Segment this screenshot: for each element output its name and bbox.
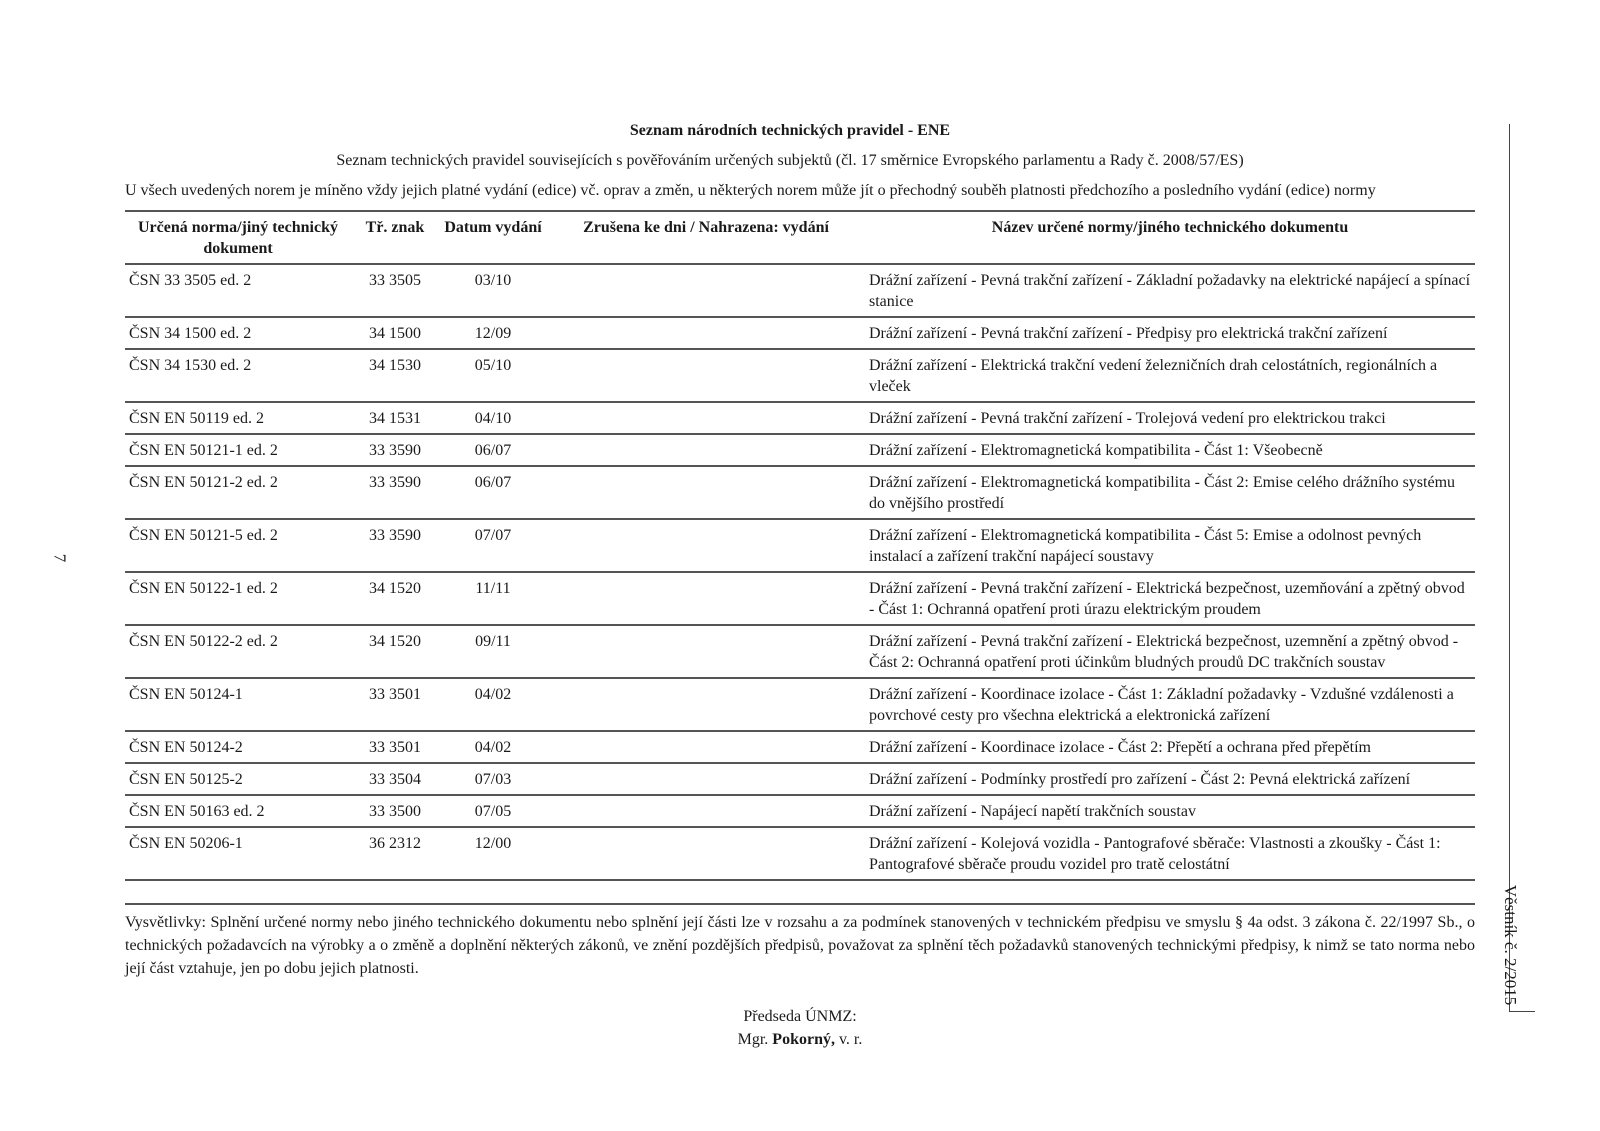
table-header-row [125,211,1475,264]
signature-line [125,1028,1475,1051]
issue-date: 09/11 [439,625,547,678]
table-row [125,402,1475,434]
class-mark: 33 3590 [351,434,439,466]
replaced-by [547,827,865,880]
replaced-by [547,731,865,763]
norm-title: Drážní zařízení - Kolejová vozidla - Pantografové sběrače: Vlastnosti a zkoušky - Část 1: Pantografové sběrače proudu vozidel pro tratě celostátní [865,827,1475,880]
norm-code: ČSN EN 50124-1 [125,678,351,731]
journal-issue-label: Věstník č. 2/2015 [1501,884,1520,1006]
signature-suffix: v. r. [838,1031,863,1048]
norm-title: Drážní zařízení - Napájecí napětí trakčních soustav [865,795,1475,827]
column-header-name: Název určené normy/jiného technického dokumentu [865,211,1475,264]
explanation-text: Vysvětlivky: Splnění určené normy nebo jiného technického dokumentu nebo splnění její části lze v rozsahu a za podmínek stanovených v technickém předpisu ve smyslu § 4a odst. 3 zákona č. 22/1997 Sb., o technických požadavcích na výrobky a o změně a doplnění některých zákonů, ve znění pozdějších předpisů, považovat za splnění těch požadavků stanovených technickými předpisy, k nimž se tato norma nebo její část vztahuje, jen po dobu jejich platnosti. [125,914,1475,977]
issue-date: 07/05 [439,795,547,827]
norm-title: Drážní zařízení - Pevná trakční zařízení - Elektrická bezpečnost, uzemnění a zpětný obvod - Část 2: Ochranná opatření proti účinkům bludných proudů DC trakčních soustav [865,625,1475,678]
issue-date: 05/10 [439,349,547,402]
table-row [125,763,1475,795]
class-mark: 33 3505 [351,264,439,317]
replaced-by [547,349,865,402]
class-mark: 33 3501 [351,678,439,731]
table-row [125,827,1475,880]
norm-code: ČSN 34 1530 ed. 2 [125,349,351,402]
issue-date: 04/02 [439,731,547,763]
norm-code: ČSN EN 50121-5 ed. 2 [125,519,351,572]
replaced-by [547,466,865,519]
norm-title: Drážní zařízení - Elektrická trakční vedení železničních drah celostátních, regionálních a vleček [865,349,1475,402]
class-mark: 34 1520 [351,625,439,678]
column-header-class: Tř. znak [351,211,439,264]
class-mark: 33 3504 [351,763,439,795]
norm-title: Drážní zařízení - Elektromagnetická kompatibilita - Část 2: Emise celého drážního systému do vnějšího prostředí [865,466,1475,519]
signature-role: Předseda ÚNMZ: [743,1008,857,1025]
column-header-date: Datum vydání [439,211,547,264]
table-row [125,795,1475,827]
signature-prefix: Mgr. [737,1031,769,1048]
issue-date: 12/00 [439,827,547,880]
table-row [125,519,1475,572]
table-row [125,678,1475,731]
norm-code: ČSN EN 50125-2 [125,763,351,795]
class-mark: 36 2312 [351,827,439,880]
norm-title: Drážní zařízení - Podmínky prostředí pro zařízení - Část 2: Pevná elektrická zařízení [865,763,1475,795]
class-mark: 34 1531 [351,402,439,434]
table-body [125,264,1475,880]
replaced-by [547,519,865,572]
class-mark: 34 1530 [351,349,439,402]
edition-note: U všech uvedených norem je míněno vždy jejich platné vydání (edice) vč. oprav a změn, u některých norem může jít o přechodný souběh platnosti předchozího a posledního vydání (edice) normy [125,182,1376,199]
table-row [125,572,1475,625]
signature-block [125,1005,1475,1051]
table-row [125,625,1475,678]
replaced-by [547,763,865,795]
norm-code: ČSN EN 50122-1 ed. 2 [125,572,351,625]
table-row [125,317,1475,349]
norm-title: Drážní zařízení - Pevná trakční zařízení - Trolejová vedení pro elektrickou trakci [865,402,1475,434]
replaced-by [547,625,865,678]
table-row [125,731,1475,763]
table-row [125,349,1475,402]
norm-title: Drážní zařízení - Pevná trakční zařízení - Předpisy pro elektrická trakční zařízení [865,317,1475,349]
document-content [125,118,1475,1051]
issue-date: 11/11 [439,572,547,625]
replaced-by [547,795,865,827]
norm-code: ČSN EN 50122-2 ed. 2 [125,625,351,678]
norm-code: ČSN EN 50119 ed. 2 [125,402,351,434]
table-row [125,466,1475,519]
norm-title: Drážní zařízení - Pevná trakční zařízení - Elektrická bezpečnost, uzemňování a zpětný obvod - Část 1: Ochranná opatření proti úrazu elektrickým proudem [865,572,1475,625]
norm-code: ČSN 33 3505 ed. 2 [125,264,351,317]
issue-date: 06/07 [439,434,547,466]
norm-code: ČSN EN 50163 ed. 2 [125,795,351,827]
issue-date: 07/07 [439,519,547,572]
class-mark: 33 3501 [351,731,439,763]
issue-date: 06/07 [439,466,547,519]
norm-title: Drážní zařízení - Elektromagnetická kompatibilita - Část 5: Emise a odolnost pevných instalací a zařízení trakční napájecí soustavy [865,519,1475,572]
column-header-replaced: Zrušena ke dni / Nahrazena: vydání [547,211,865,264]
issue-date: 04/02 [439,678,547,731]
issue-date: 12/09 [439,317,547,349]
issue-date: 04/10 [439,402,547,434]
replaced-by [547,264,865,317]
norm-code: ČSN 34 1500 ed. 2 [125,317,351,349]
replaced-by [547,678,865,731]
norm-code: ČSN EN 50121-2 ed. 2 [125,466,351,519]
norm-code: ČSN EN 50124-2 [125,731,351,763]
class-mark: 34 1520 [351,572,439,625]
class-mark: 33 3590 [351,519,439,572]
replaced-by [547,572,865,625]
column-header-code: Určená norma/jiný technický dokument [125,211,351,264]
norm-title: Drážní zařízení - Elektromagnetická kompatibilita - Část 1: Všeobecně [865,434,1475,466]
class-mark: 33 3500 [351,795,439,827]
replaced-by [547,402,865,434]
class-mark: 34 1500 [351,317,439,349]
norms-table [125,210,1475,881]
signature-name: Pokorný, [772,1031,835,1048]
document-subtitle: Seznam technických pravidel souvisejících s pověřováním určených subjektů (čl. 17 směrnice Evropského parlamentu a Rady č. 2008/57/ES) [336,152,1244,169]
class-mark: 33 3590 [351,466,439,519]
norm-code: ČSN EN 50206-1 [125,827,351,880]
issue-date: 07/03 [439,763,547,795]
issue-date: 03/10 [439,264,547,317]
footer-divider [125,903,1475,905]
document-title: Seznam národních technických pravidel - ENE [629,122,951,139]
replaced-by [547,434,865,466]
norm-title: Drážní zařízení - Pevná trakční zařízení - Základní požadavky na elektrické napájecí a spínací stanice [865,264,1475,317]
norm-code: ČSN EN 50121-1 ed. 2 [125,434,351,466]
norm-title: Drážní zařízení - Koordinace izolace - Část 1: Základní požadavky - Vzdušné vzdálenosti a povrchové cesty pro všechna elektrická a elektronická zařízení [865,678,1475,731]
table-row [125,264,1475,317]
table-row [125,434,1475,466]
replaced-by [547,317,865,349]
page-number: 7 [50,553,70,563]
norm-title: Drážní zařízení - Koordinace izolace - Část 2: Přepětí a ochrana před přepětím [865,731,1475,763]
